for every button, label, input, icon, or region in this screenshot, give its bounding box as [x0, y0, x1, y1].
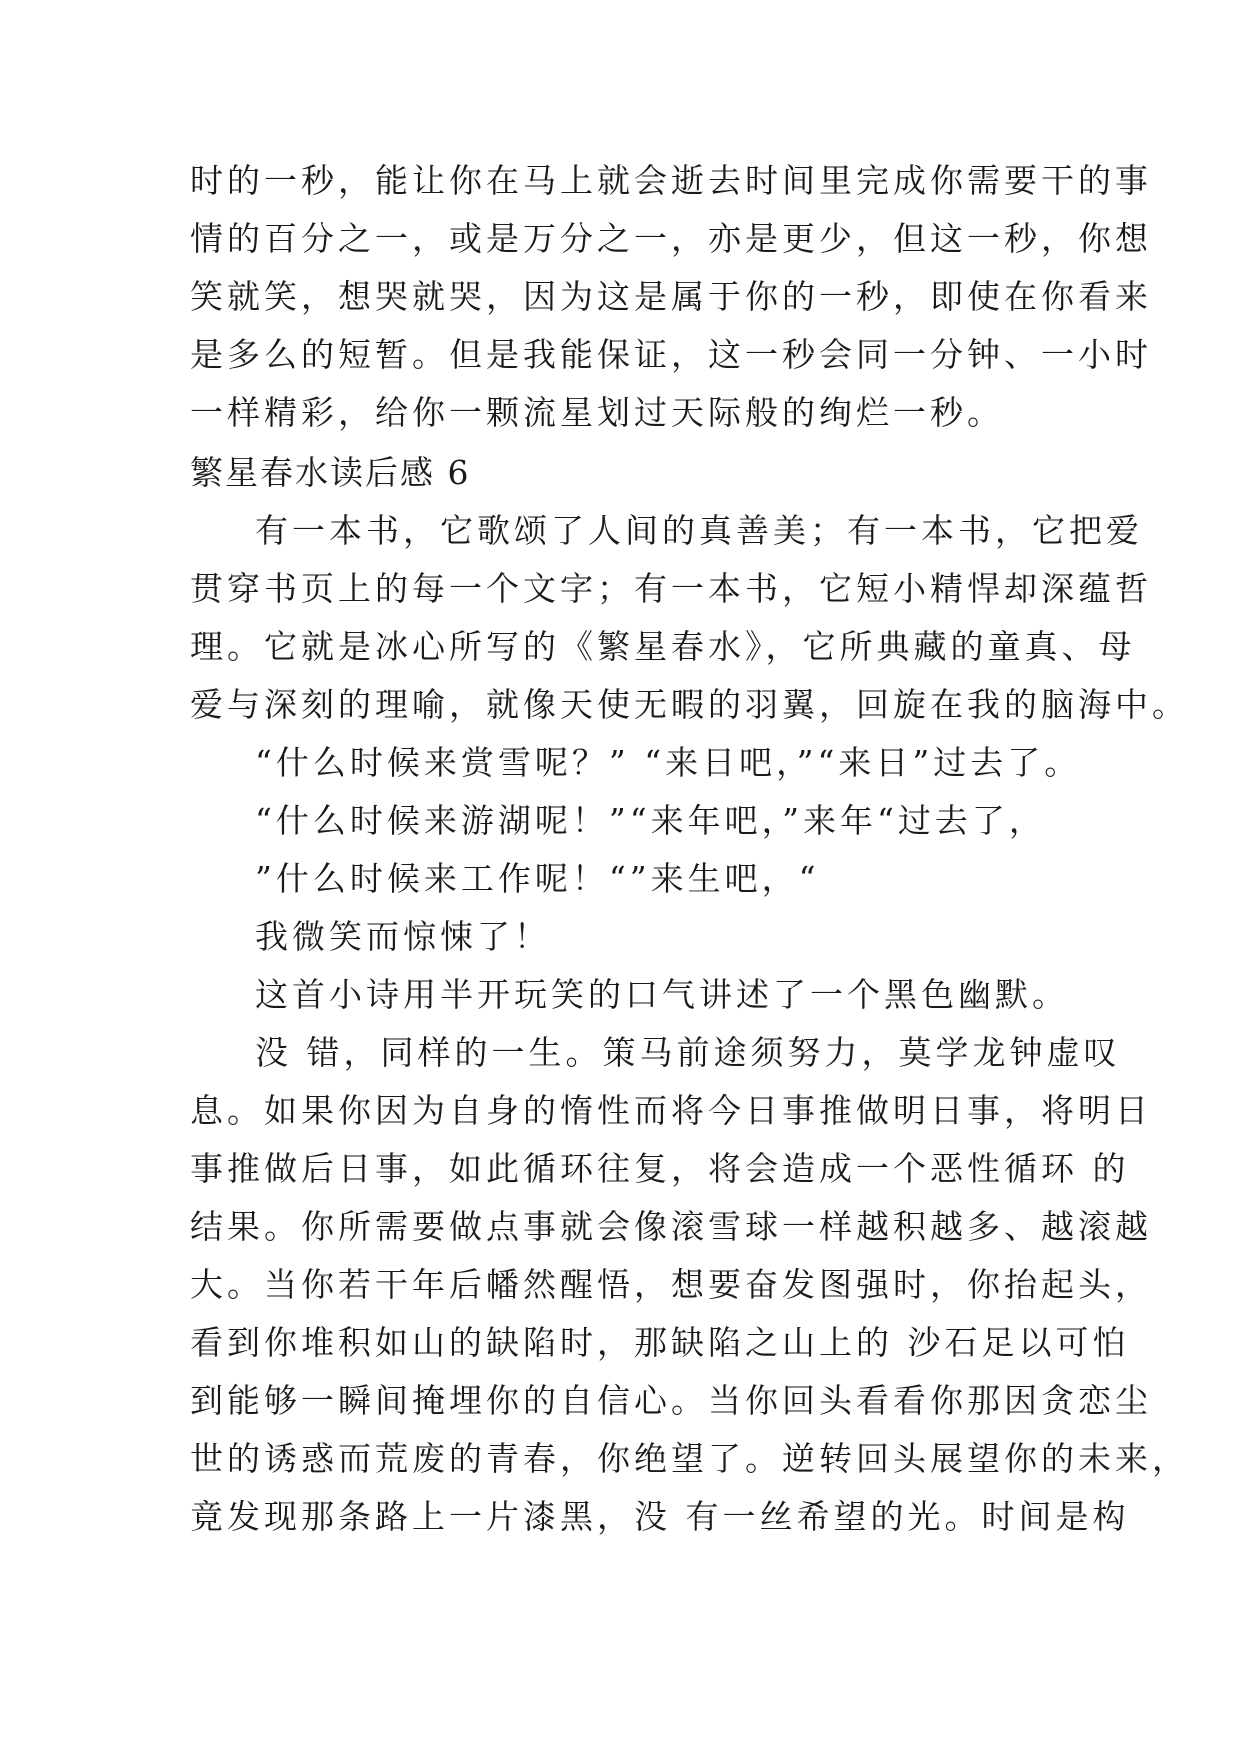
text-line: 没 错，同样的一生。策马前途须努力，莫学龙钟虚叹: [255, 1033, 1121, 1072]
text-line: 事推做后日事，如此循环往复，将会造成一个恶性循环 的: [190, 1149, 1130, 1188]
text-line: 世的诱惑而荒废的青春，你绝望了。逆转回头展望你的未来，: [190, 1439, 1189, 1478]
text-line: 理。它就是冰心所写的《繁星春水》，它所典藏的童真、母: [190, 627, 1136, 666]
text-line: 爱与深刻的理喻，就像天使无暇的羽翼，回旋在我的脑海中。: [190, 685, 1189, 724]
text-line: 有一本书，它歌颂了人间的真善美；有一本书，它把爱: [255, 511, 1143, 550]
text-line: 贯穿书页上的每一个文字；有一本书，它短小精悍却深蕴哲: [190, 569, 1152, 608]
text-line: 息。如果你因为自身的惰性而将今日事推做明日事，将明日: [190, 1091, 1152, 1130]
poem-line: “什么时候来游湖呢！”“来年吧，”来年“过去了，: [255, 801, 1046, 840]
poem-line: “什么时候来赏雪呢？” “来日吧，”“来日”过去了。: [255, 743, 1082, 782]
text-line: 到能够一瞬间掩埋你的自信心。当你回头看看你那因贪恋尘: [190, 1381, 1152, 1420]
section-heading: 繁星春水读后感 6: [190, 453, 471, 492]
text-line: 大。当你若干年后幡然醒悟，想要奋发图强时，你抬起头，: [190, 1265, 1152, 1304]
text-line: 竟发现那条路上一片漆黑，没 有一丝希望的光。时间是构: [190, 1497, 1130, 1536]
poem-line: 我微笑而惊悚了！: [255, 917, 551, 956]
text-line: 时的一秒，能让你在马上就会逝去时间里完成你需要干的事: [190, 161, 1152, 200]
text-line: 笑就笑，想哭就哭，因为这是属于你的一秒，即使在你看来: [190, 277, 1152, 316]
poem-line: ”什么时候来工作呢！“”来生吧，“: [255, 859, 820, 898]
text-line: 结果。你所需要做点事就会像滚雪球一样越积越多、越滚越: [190, 1207, 1152, 1246]
text-line: 一样精彩，给你一颗流星划过天际般的绚烂一秒。: [190, 393, 1004, 432]
text-line: 这首小诗用半开玩笑的口气讲述了一个黑色幽默。: [255, 975, 1069, 1014]
text-line: 是多么的短暂。但是我能保证，这一秒会同一分钟、一小时: [190, 335, 1152, 374]
text-line: 情的百分之一，或是万分之一，亦是更少，但这一秒，你想: [190, 219, 1152, 258]
text-line: 看到你堆积如山的缺陷时，那缺陷之山上的 沙石足以可怕: [190, 1323, 1130, 1362]
